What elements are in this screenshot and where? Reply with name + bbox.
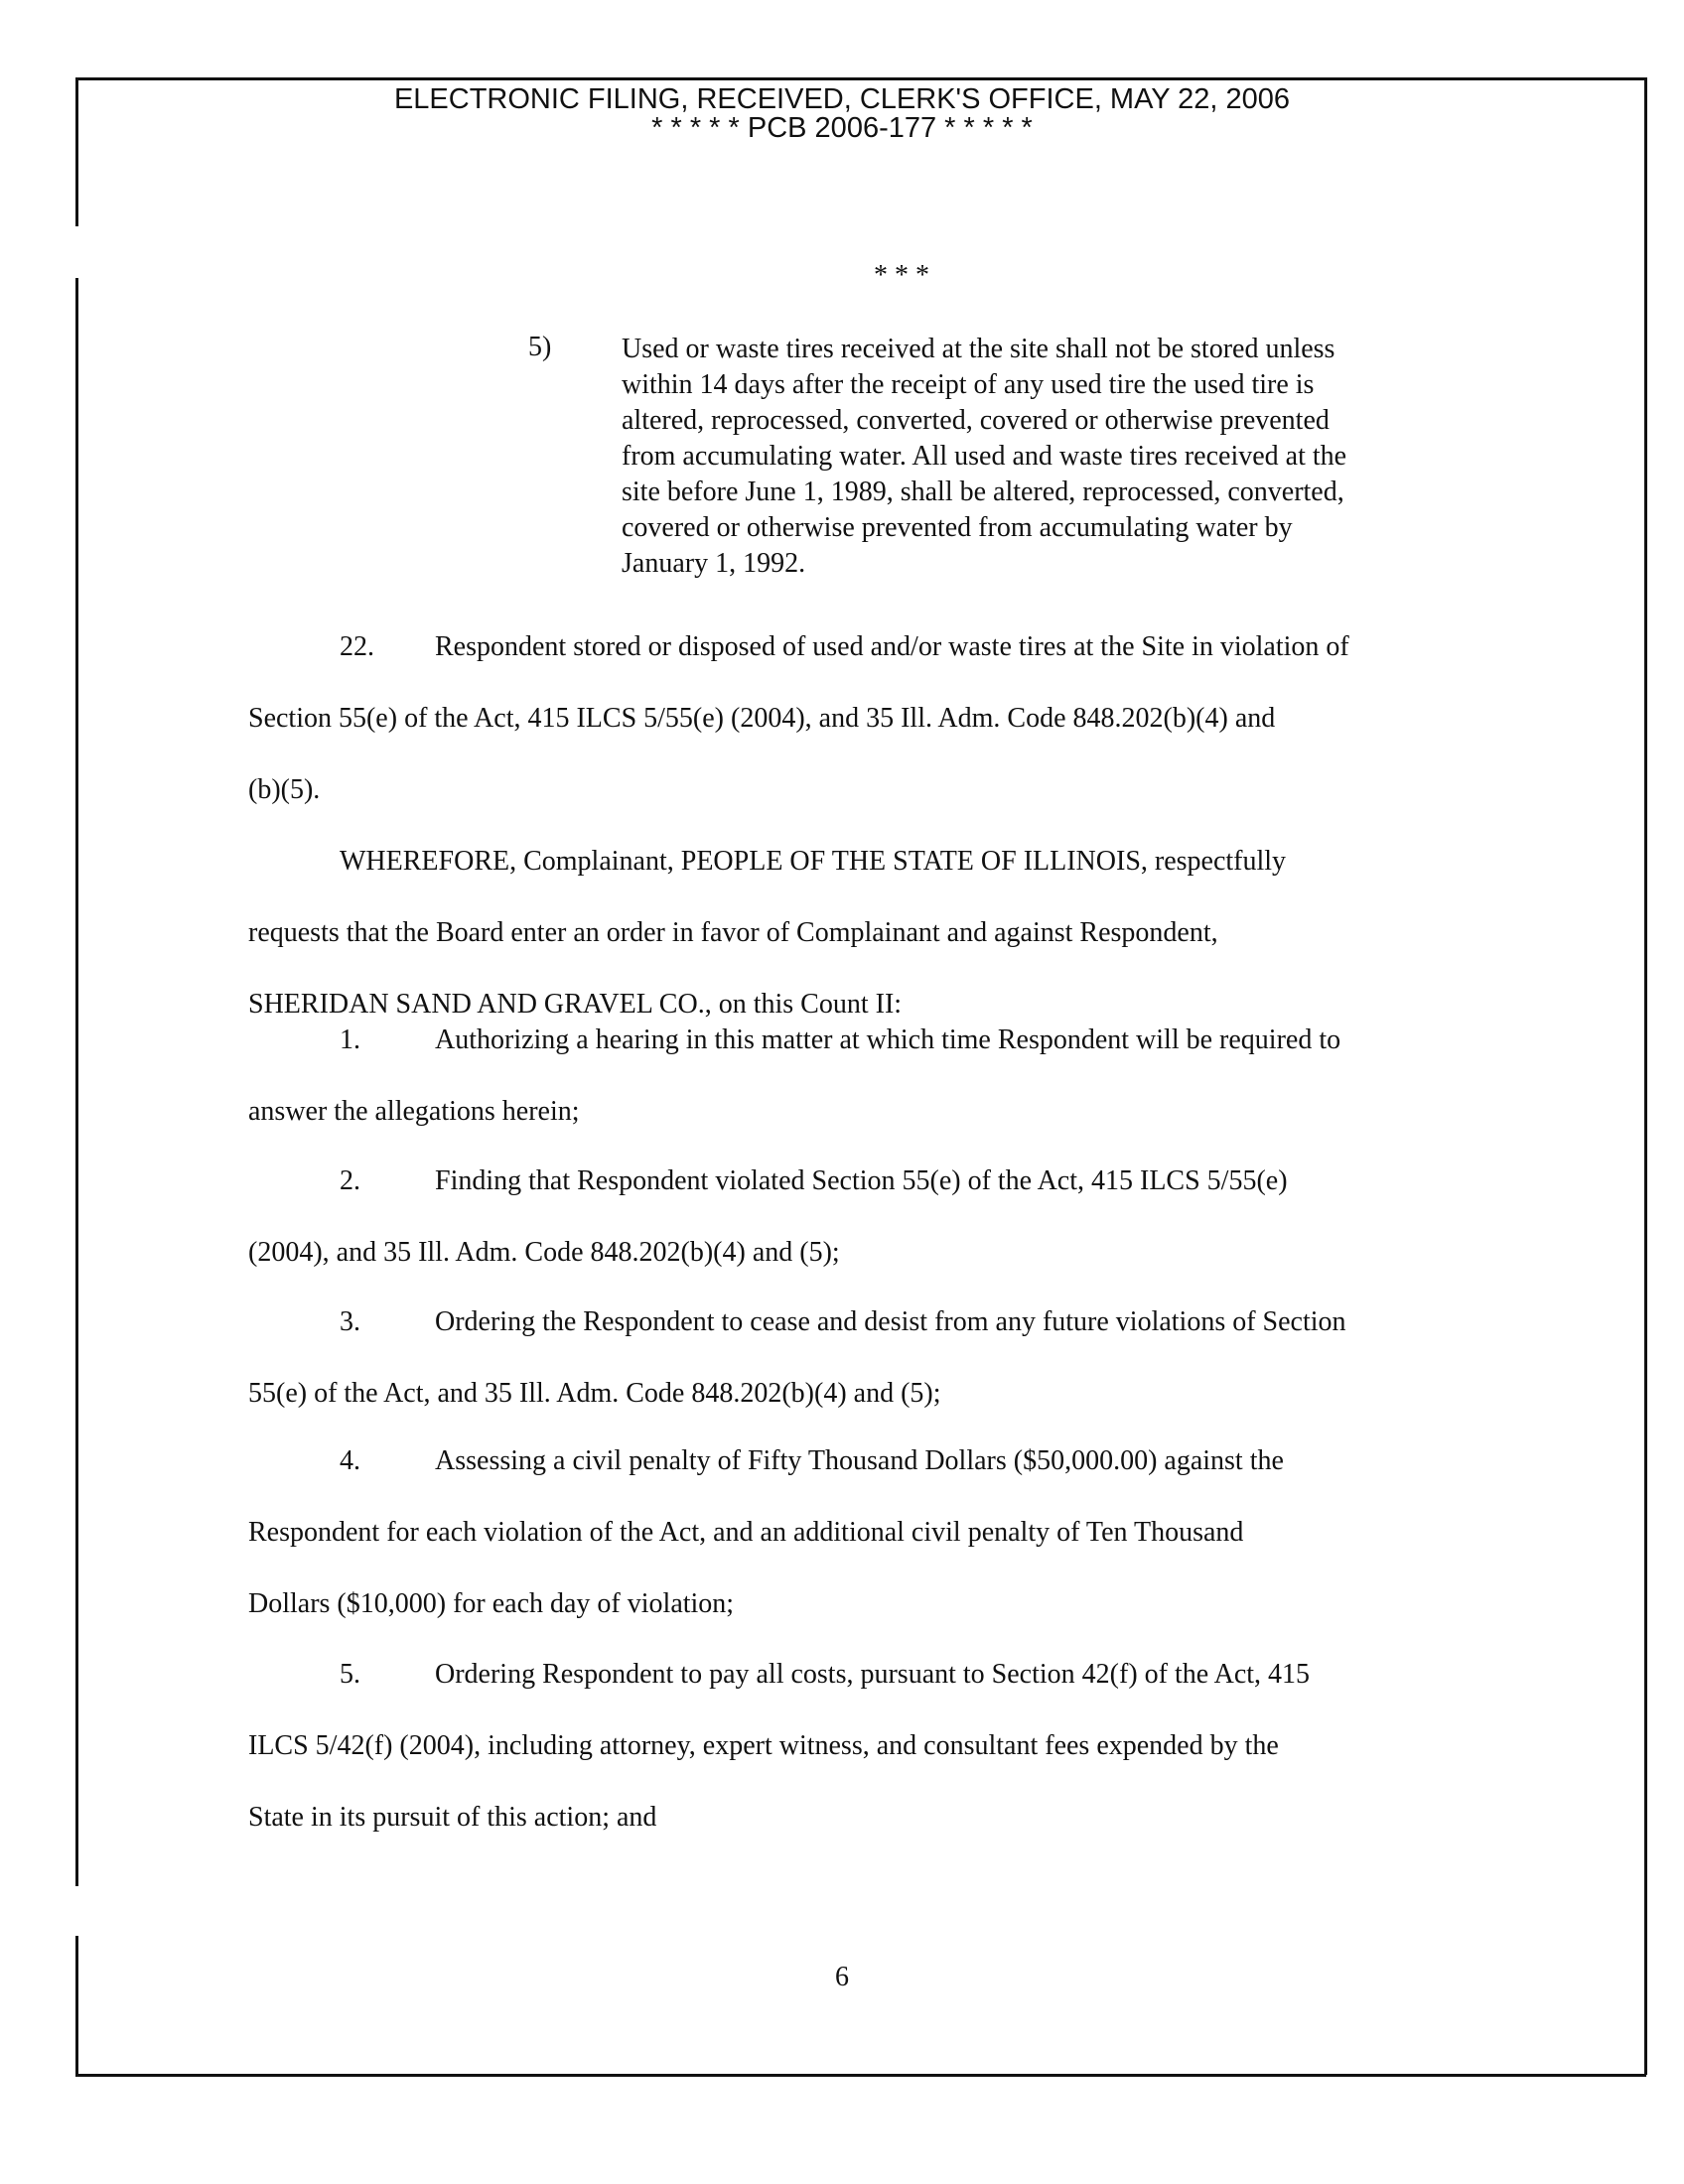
- page-frame-right: [1644, 77, 1647, 2075]
- item-number: 4.: [340, 1445, 360, 1476]
- subsection-line: altered, reprocessed, converted, covered or otherwise prevented: [622, 405, 1330, 436]
- paragraph-line: ILCS 5/42(f) (2004), including attorney, expert witness, and consultant fees expended by the: [248, 1730, 1279, 1761]
- item-number: 3.: [340, 1306, 360, 1337]
- page-frame-left: [75, 1936, 78, 2075]
- paragraph-line: (b)(5).: [248, 774, 321, 805]
- paragraph-line: Ordering the Respondent to cease and desist from any future violations of Section: [435, 1306, 1346, 1337]
- paragraph-line: answer the allegations herein;: [248, 1096, 580, 1127]
- paragraph-line: SHERIDAN SAND AND GRAVEL CO., on this Count II:: [248, 989, 903, 1020]
- filing-stamp-line: ELECTRONIC FILING, RECEIVED, CLERK'S OFFICE, MAY 22, 2006: [393, 83, 1291, 115]
- subsection-line: site before June 1, 1989, shall be altered, reprocessed, converted,: [622, 477, 1344, 507]
- subsection-line: January 1, 1992.: [622, 548, 806, 579]
- paragraph-line: Assessing a civil penalty of Fifty Thousand Dollars ($50,000.00) against the: [435, 1445, 1284, 1476]
- page-frame-bottom: [75, 2074, 1646, 2077]
- page-number: 6: [835, 1962, 849, 1992]
- paragraph-line: 55(e) of the Act, and 35 Ill. Adm. Code 848.202(b)(4) and (5);: [248, 1378, 941, 1409]
- subsection-line: within 14 days after the receipt of any used tire the used tire is: [622, 369, 1315, 400]
- relief-item-2: [248, 1146, 1470, 1289]
- relief-item-5: [248, 1639, 1470, 1853]
- paragraph-line: WHEREFORE, Complainant, PEOPLE OF THE STATE OF ILLINOIS, respectfully: [340, 846, 1287, 877]
- item-number: 2.: [340, 1165, 360, 1196]
- subsection-text: [622, 332, 1436, 582]
- paragraph-line: Respondent for each violation of the Act, and an additional civil penalty of Ten Thousand: [248, 1517, 1244, 1548]
- paragraph-line: Respondent stored or disposed of used and/or waste tires at the Site in violation of: [435, 631, 1349, 662]
- paragraph-line: Finding that Respondent violated Section 55(e) of the Act, 415 ILCS 5/55(e): [435, 1165, 1288, 1196]
- case-number-line: * * * * * PCB 2006-177 * * * * *: [651, 112, 1033, 144]
- paragraph-line: Authorizing a hearing in this matter at which time Respondent will be required to: [435, 1024, 1341, 1055]
- paragraph-line: State in its pursuit of this action; and: [248, 1802, 657, 1833]
- page-frame-left: [75, 278, 78, 1886]
- page-frame-top: [75, 77, 1646, 80]
- item-number: 5.: [340, 1659, 360, 1690]
- subsection-number: 5): [528, 332, 552, 362]
- item-number: 1.: [340, 1024, 360, 1055]
- subsection-line: covered or otherwise prevented from accumulating water by: [622, 512, 1293, 543]
- paragraph-line: requests that the Board enter an order in favor of Complainant and against Respondent,: [248, 917, 1218, 948]
- paragraph-22: [248, 612, 1470, 826]
- paragraph-line: Section 55(e) of the Act, 415 ILCS 5/55(e) (2004), and 35 Ill. Adm. Code 848.202(b)(4) and: [248, 703, 1276, 734]
- relief-item-1: [248, 1005, 1470, 1148]
- subsection-line: Used or waste tires received at the site shall not be stored unless: [622, 334, 1335, 364]
- section-break: * * *: [874, 260, 929, 291]
- paragraph-number: 22.: [340, 631, 374, 662]
- paragraph-line: (2004), and 35 Ill. Adm. Code 848.202(b)(4) and (5);: [248, 1237, 840, 1268]
- subsection-line: from accumulating water. All used and waste tires received at the: [622, 441, 1347, 472]
- relief-item-4: [248, 1426, 1470, 1640]
- paragraph-line: Dollars ($10,000) for each day of violation;: [248, 1588, 735, 1619]
- paragraph-line: Ordering Respondent to pay all costs, pursuant to Section 42(f) of the Act, 415: [435, 1659, 1311, 1690]
- relief-item-3: [248, 1287, 1470, 1430]
